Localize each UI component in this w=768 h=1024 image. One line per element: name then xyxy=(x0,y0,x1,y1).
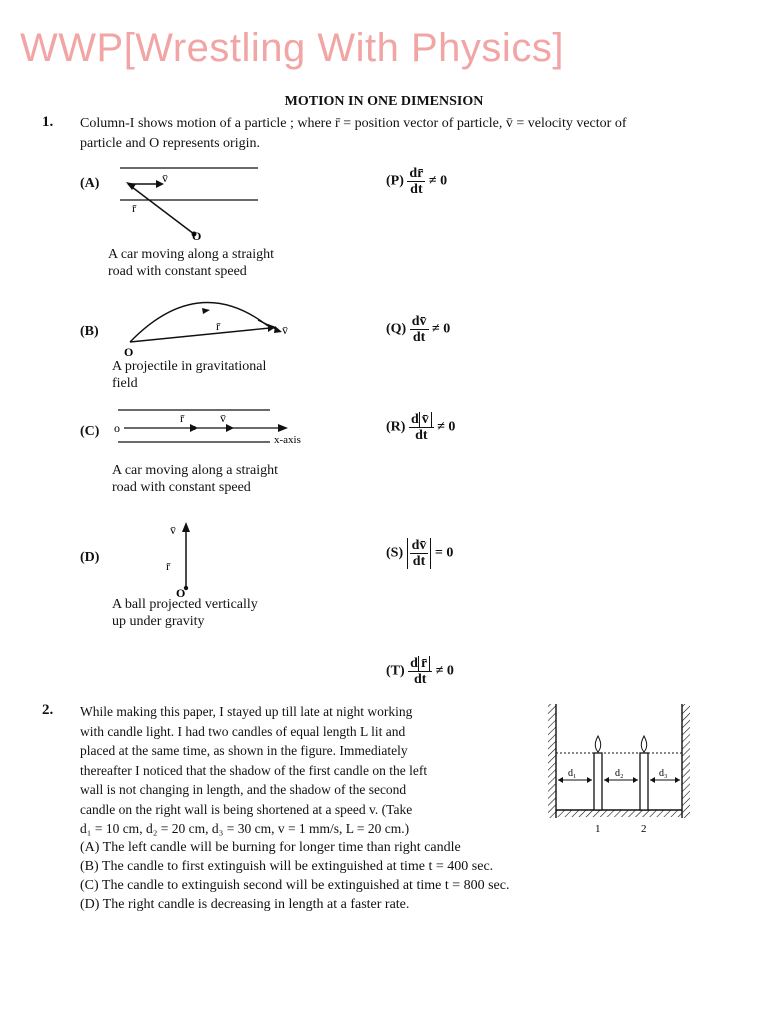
s-numerator: dv̄ xyxy=(411,538,427,553)
r-label: r̄ xyxy=(180,411,184,425)
right-wall-hatch xyxy=(682,704,690,818)
candle-1 xyxy=(594,753,602,810)
page-title: MOTION IN ONE DIMENSION xyxy=(284,94,484,109)
option-q-label: (Q) xyxy=(386,321,407,337)
option-t-label: (T) xyxy=(386,663,405,679)
candle-1-flame xyxy=(595,736,600,752)
s-relation: = 0 xyxy=(434,545,454,561)
position-arrowhead xyxy=(190,424,198,432)
p-denominator: dt xyxy=(410,182,423,197)
x-axis-label: x-axis xyxy=(274,434,301,446)
q-numerator: dv̄ xyxy=(411,314,427,329)
position-vector-line xyxy=(130,328,270,342)
candle-2-flame xyxy=(641,736,646,752)
velocity-arrowhead xyxy=(274,326,282,333)
r-label: r̄ xyxy=(166,559,170,573)
o-label: o xyxy=(114,421,120,435)
question-2-line: d₁ = 10 cm, d₂ = 20 cm, d₃ = 30 cm, v = 1 mm/s, L = 20 cm.) xyxy=(80,821,410,836)
caption-b-line2: field xyxy=(112,376,138,391)
caption-c-line1: A car moving along a straight xyxy=(112,463,279,478)
candle-2 xyxy=(640,753,648,810)
option-r xyxy=(386,412,455,443)
t-numerator-magnitude: r̄ xyxy=(418,656,430,671)
velocity-arrowhead xyxy=(182,522,190,532)
question-2-text xyxy=(80,702,530,839)
x-axis-arrowhead xyxy=(278,424,288,432)
floor-hatch xyxy=(556,810,682,817)
d2-label: d₂ xyxy=(615,768,624,779)
question-2-line: candle on the right wall is being shortened at a speed v. (Take xyxy=(80,801,413,817)
o-label: O xyxy=(176,586,186,598)
v-label: v̄ xyxy=(282,323,288,337)
d1-label: d₁ xyxy=(568,768,577,779)
caption-b xyxy=(112,358,266,392)
s-magnitude xyxy=(407,538,432,569)
figure-candles xyxy=(540,700,700,840)
question-1-line1: Column-I shows motion of a particle ; where r̄ = position vector of particle, v̄ = velocity vector of xyxy=(80,116,627,131)
trajectory-arrowhead xyxy=(202,308,210,314)
question-2-option-b[interactable]: (B) The candle to first extinguish will be extinguished at time t = 400 sec. xyxy=(80,859,494,874)
v-label: v̄ xyxy=(220,411,226,425)
r-label: r̄ xyxy=(132,201,136,215)
option-t xyxy=(386,656,454,687)
caption-c xyxy=(112,462,278,496)
s-denominator: dt xyxy=(412,554,426,569)
v-label: v̄ xyxy=(162,171,168,185)
caption-b-line1: A projectile in gravitational xyxy=(112,359,267,374)
question-2-options xyxy=(80,838,510,914)
option-b-label: (B) xyxy=(80,324,99,339)
caption-d-line2: up under gravity xyxy=(112,614,205,629)
option-c-label: (C) xyxy=(80,424,100,439)
caption-a-line2: road with constant speed xyxy=(108,264,247,279)
left-wall-hatch xyxy=(548,704,556,818)
question-2-number: 2. xyxy=(42,702,54,718)
q-denominator: dt xyxy=(412,330,426,345)
trajectory-curve xyxy=(130,302,268,342)
figure-a-car-road xyxy=(110,160,270,245)
t-relation: ≠ 0 xyxy=(435,663,454,679)
option-p xyxy=(386,166,447,197)
position-vector-line xyxy=(128,184,194,234)
velocity-arrowhead xyxy=(226,424,234,432)
option-d-label: (D) xyxy=(80,550,100,565)
question-2-line: wall is not changing in length, and the shadow of the second xyxy=(80,782,407,797)
q-relation: ≠ 0 xyxy=(432,321,451,337)
option-q xyxy=(386,314,450,345)
question-1-number: 1. xyxy=(42,114,54,130)
question-2-line: While making this paper, I stayed up till late at night working xyxy=(80,704,413,719)
caption-c-line2: road with constant speed xyxy=(112,480,251,495)
figure-d-vertical-ball xyxy=(160,518,210,598)
t-numerator-d: d xyxy=(410,656,418,671)
figure-b-projectile xyxy=(118,292,308,362)
question-2-line: with candle light. I had two candles of equal length L lit and xyxy=(80,723,406,739)
o-label: O xyxy=(192,229,202,243)
option-s-label: (S) xyxy=(386,545,404,561)
option-r-label: (R) xyxy=(386,419,406,435)
d3-label: d₃ xyxy=(659,768,668,779)
r-relation: ≠ 0 xyxy=(437,419,456,435)
candle-2-label: 2 xyxy=(641,823,647,835)
o-label: O xyxy=(124,345,134,359)
watermark: WWP[Wrestling With Physics] xyxy=(20,26,564,70)
question-2-option-a[interactable]: (A) The left candle will be burning for longer time than right candle xyxy=(80,840,461,855)
question-2-line: thereafter I noticed that the shadow of the first candle on the left xyxy=(80,762,428,778)
r-denominator: dt xyxy=(415,428,428,443)
question-1-text xyxy=(80,114,740,153)
caption-d xyxy=(112,596,258,630)
option-a-label: (A) xyxy=(80,176,100,191)
question-2-line: placed at the same time, as shown in the figure. Immediately xyxy=(80,743,408,758)
option-p-label: (P) xyxy=(386,173,404,189)
caption-d-line1: A ball projected vertically xyxy=(112,597,258,612)
question-2-option-d[interactable]: (D) The right candle is decreasing in length at a faster rate. xyxy=(80,897,410,912)
caption-a xyxy=(108,246,274,280)
option-s xyxy=(386,538,453,569)
p-numerator: dr̄ xyxy=(409,166,424,181)
p-relation: ≠ 0 xyxy=(428,173,448,189)
v-label: v̄ xyxy=(170,523,176,537)
r-numerator-d: d xyxy=(410,412,419,427)
r-label: r̄ xyxy=(216,319,220,333)
r-numerator-magnitude: v̄ xyxy=(419,412,432,427)
question-2-option-c[interactable]: (C) The candle to extinguish second will be extinguished at time t = 800 sec. xyxy=(80,878,510,893)
question-1-line2: particle and O represents origin. xyxy=(80,135,260,151)
figure-c-x-axis-car xyxy=(110,402,330,450)
caption-a-line1: A car moving along a straight xyxy=(108,247,275,262)
candle-1-label: 1 xyxy=(595,823,601,835)
t-denominator: dt xyxy=(413,672,427,687)
